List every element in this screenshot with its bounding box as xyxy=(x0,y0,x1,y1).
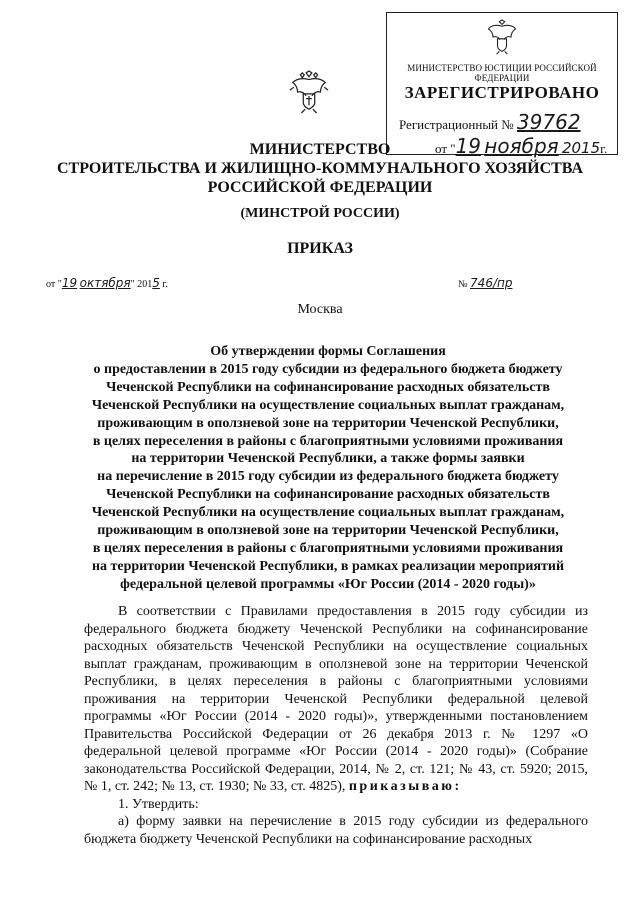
title-line: в целях переселения в районы с благоприятными условиями проживания xyxy=(92,433,564,449)
title-line: Чеченской Республики на софинансирование расходных обязательств xyxy=(106,487,550,503)
order-date-year-prefix: " 201 xyxy=(130,279,153,290)
stamp-registration-line xyxy=(399,110,581,134)
document-body xyxy=(84,603,588,848)
order-date-prefix: от " xyxy=(46,279,62,290)
stamp-reg-label: Регистрационный № xyxy=(399,117,514,132)
coat-of-arms-icon xyxy=(484,19,520,55)
city: Москва xyxy=(297,302,343,317)
ministry-line-3: РОССИЙСКОЙ ФЕДЕРАЦИИ xyxy=(207,179,433,196)
order-number xyxy=(458,276,512,290)
ministry-line-2: СТРОИТЕЛЬСТВА И ЖИЛИЩНО-КОММУНАЛЬНОГО ХОЗЯЙСТВА xyxy=(56,160,584,177)
title-line: Чеченской Республики на софинансирование расходных обязательств xyxy=(106,379,550,395)
order-date-suffix: г. xyxy=(162,279,168,290)
title-line: Чеченской Республики на осуществление социальных выплат гражданам, xyxy=(91,505,565,521)
item-1a: а) форму заявки на перечисление в 2015 году субсидии из федерального бюджета бюджету Чеченской Республики на софинансирование расходных xyxy=(84,814,588,847)
coat-of-arms-icon xyxy=(288,70,330,114)
title-line: Об утверждении формы Соглашения xyxy=(210,344,446,359)
title-line: на перечисление в 2015 году субсидии из федерального бюджета бюджету xyxy=(97,469,559,485)
ministry-header xyxy=(0,140,640,197)
title-line: о предоставлении в 2015 году субсидии из федерального бюджета бюджету xyxy=(93,361,563,377)
order-date xyxy=(46,276,168,290)
order-number-value: 746/пр xyxy=(470,276,513,290)
stamp-date-year: 2015 xyxy=(561,139,601,157)
document-title xyxy=(48,343,608,594)
document-type: ПРИКАЗ xyxy=(287,240,353,257)
title-line: проживающим в оползневой зоне на территории Чеченской Республики, xyxy=(97,415,559,431)
intro-text: В соответствии с Правилами предоставления в 2015 году субсидии из федерального бюджета бюджету Чеченской Республики на софинансирование расходных обязательств Чеченской Республики на осуществление социальных выплат гражданам, проживающим в оползневой зоне на территории Чеченской Республики, в целях переселения в районы с благоприятными условиями проживания на территории Чеченской Республики федеральной целевой программы «Юг России (2014 - 2020 годы)», утвержденными постановлением Правительства Российской Федерации от 26 декабря 2013 г. № 1297 «О федеральной целевой программе «Юг России (2014 - 2020 годы)» (Собрание законодательства Российской Федерации, 2014, № 2, ст. 121; № 43, ст. 5920; 2015, № 1, ст. 242; № 13, ст. 1930; № 33, ст. 4825), xyxy=(84,604,588,794)
stamp-date-month: ноября xyxy=(484,134,559,158)
order-date-year: 5 xyxy=(152,276,160,290)
order-word: приказываю: xyxy=(348,779,462,794)
title-line: федеральной целевой программы «Юг России (2014 - 2020 годы)» xyxy=(120,576,536,592)
stamp-registered-label: ЗАРЕГИСТРИРОВАНО xyxy=(404,83,600,102)
stamp-reg-number: 39762 xyxy=(516,110,581,134)
item-1: 1. Утвердить: xyxy=(118,796,199,812)
order-number-label: № xyxy=(458,279,468,290)
title-line: на территории Чеченской Республики, а также формы заявки xyxy=(131,451,525,467)
registration-stamp xyxy=(386,12,618,158)
ministry-line-1: МИНИСТЕРСТВО xyxy=(249,141,391,158)
stamp-date-prefix: от " xyxy=(435,141,456,156)
stamp-date-suffix: г. xyxy=(600,141,608,156)
title-line: на территории Чеченской Республики, в рамках реализации мероприятий xyxy=(91,558,565,574)
order-date-day: 19 xyxy=(61,276,78,290)
title-line: Чеченской Республики на осуществление социальных выплат гражданам, xyxy=(91,397,565,413)
order-date-month: октября xyxy=(79,276,131,290)
intro-paragraph xyxy=(84,603,588,796)
stamp-ministry-name: МИНИСТЕРСТВО ЮСТИЦИИ РОССИЙСКОЙ ФЕДЕРАЦИИ xyxy=(407,63,597,83)
title-line: в целях переселения в районы с благоприятными условиями проживания xyxy=(92,540,564,556)
title-line: проживающим в оползневой зоне на территории Чеченской Республики, xyxy=(97,523,559,539)
ministry-short-name: (МИНСТРОЙ РОССИИ) xyxy=(240,206,400,221)
stamp-date-day: 19 xyxy=(455,134,482,158)
